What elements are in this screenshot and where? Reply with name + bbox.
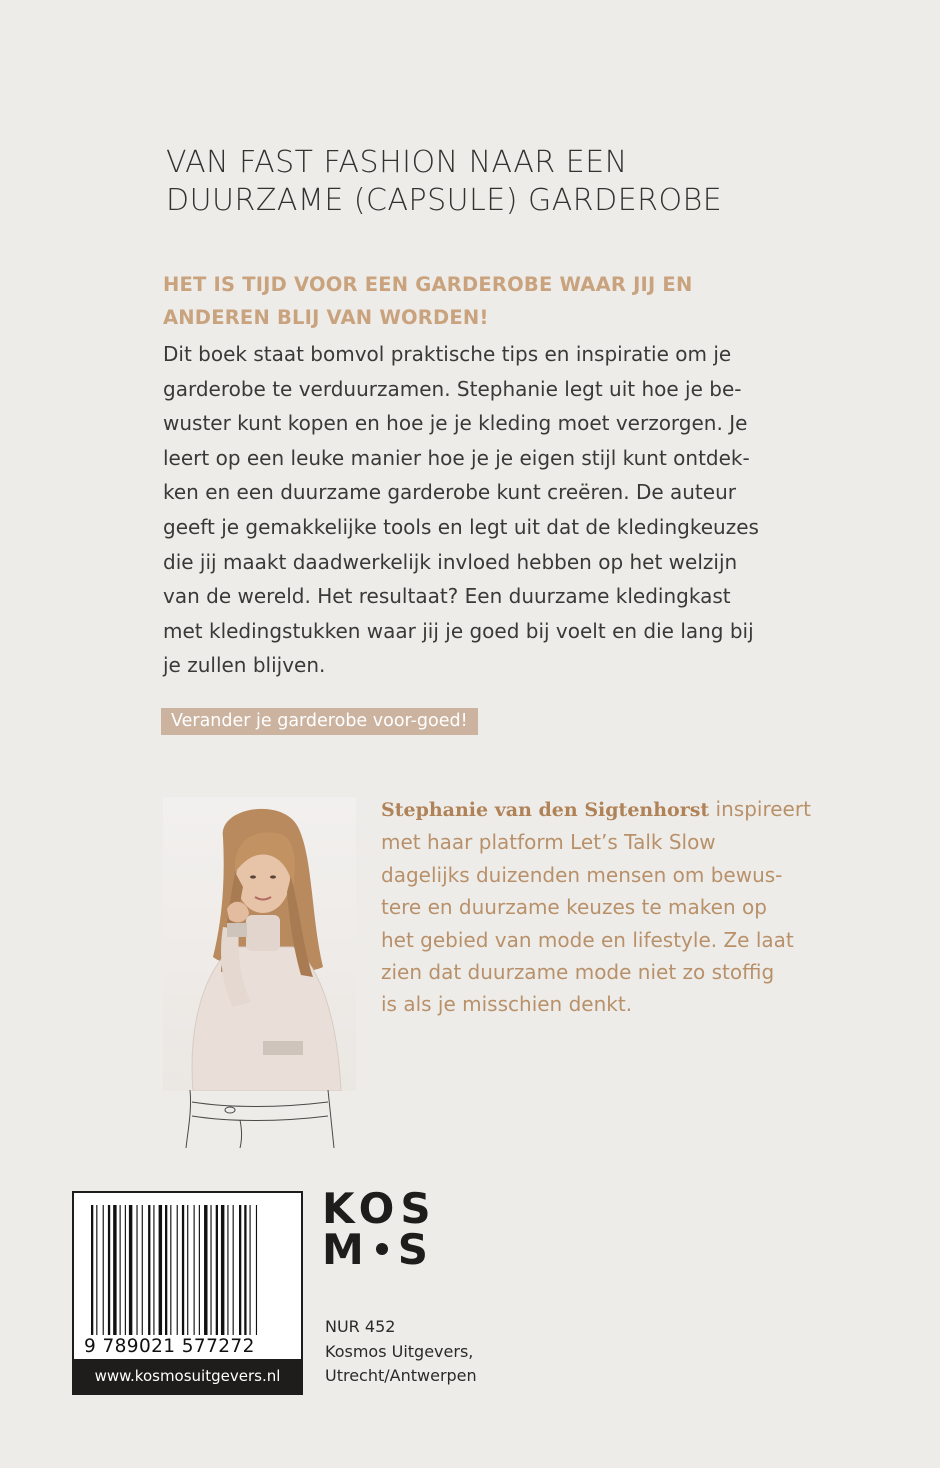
barcode-bar xyxy=(142,1205,143,1335)
barcode-bar xyxy=(250,1205,251,1335)
author-portrait-illustration xyxy=(163,797,356,1091)
barcode-bar xyxy=(159,1205,162,1335)
blurb-line: met kledingstukken waar jij je goed bij voelt en die lang bij xyxy=(163,618,754,643)
publisher-info xyxy=(325,1315,545,1389)
author-bio-line: het gebied van mode en lifestyle. Ze laat xyxy=(381,927,794,952)
author-bio-line: dagelijks duizenden mensen om bewus- xyxy=(381,862,783,887)
barcode-bar xyxy=(91,1205,93,1335)
lead-heading xyxy=(163,268,843,334)
publisher-name: Kosmos Uitgevers, xyxy=(325,1341,474,1361)
logo-letter-m: M xyxy=(322,1225,370,1274)
barcode-bar xyxy=(244,1205,246,1335)
blurb-line: die jij maakt daadwerkelijk invloed hebben op het welzijn xyxy=(163,549,738,574)
barcode-bar xyxy=(182,1205,184,1335)
lead-heading-line: ANDEREN BLIJ VAN WORDEN! xyxy=(163,306,489,329)
author-name: Stephanie van den Sigtenhorst xyxy=(381,799,710,821)
isbn-number: 9 789021 577272 xyxy=(84,1336,255,1357)
author-bio-line: zien dat duurzame mode niet zo stoffig xyxy=(381,960,775,985)
barcode-bars xyxy=(87,1205,291,1335)
barcode-bar xyxy=(108,1205,110,1335)
barcode-bar xyxy=(227,1205,228,1335)
logo-letter-s: S xyxy=(397,1225,435,1274)
barcode-bar xyxy=(204,1205,207,1335)
barcode-bar xyxy=(136,1205,137,1335)
barcode-bar xyxy=(153,1205,154,1335)
blurb-line: garderobe te verduurzamen. Stephanie legt uit hoe je be- xyxy=(163,376,742,401)
logo-dot-icon xyxy=(376,1243,388,1255)
barcode-bar xyxy=(148,1205,150,1335)
author-photo xyxy=(163,797,356,1091)
blurb-line: Dit boek staat bomvol praktische tips en inspiratie om je xyxy=(163,342,732,366)
author-bio-line: is als je misschien denkt. xyxy=(381,992,633,1017)
barcode-bar xyxy=(216,1205,218,1335)
author-bio-line: tere en duurzame keuzes te maken op xyxy=(381,895,767,920)
barcode-bar xyxy=(103,1205,104,1335)
nur-code: NUR 452 xyxy=(325,1317,396,1336)
kosmos-logo xyxy=(322,1184,442,1274)
barcode-bar xyxy=(120,1205,121,1335)
barcode-bar xyxy=(199,1205,200,1335)
barcode-bar xyxy=(177,1205,178,1335)
barcode-bar xyxy=(129,1205,132,1335)
barcode-bar xyxy=(239,1205,241,1335)
barcode-bar xyxy=(170,1205,171,1335)
waist-line-sketch xyxy=(180,1080,340,1150)
barcode-bar xyxy=(125,1205,126,1335)
barcode-bar xyxy=(96,1205,97,1335)
publisher-url: www.kosmosuitgevers.nl xyxy=(74,1359,301,1393)
logo-row-bottom xyxy=(322,1225,442,1274)
book-title-line: VAN FAST FASHION NAAR EEN xyxy=(166,145,628,180)
barcode-bar xyxy=(187,1205,188,1335)
blurb-line: wuster kunt kopen en hoe je je kleding moet verzorgen. Je xyxy=(163,411,748,436)
barcode-bar xyxy=(165,1205,167,1335)
barcode-bar xyxy=(113,1205,116,1335)
barcode-bar xyxy=(233,1205,234,1335)
blurb-line: leert op een leuke manier hoe je je eigen stijl kunt ontdek- xyxy=(163,445,750,470)
barcode-bar xyxy=(221,1205,224,1335)
barcode-bar xyxy=(194,1205,195,1335)
author-bio xyxy=(381,793,821,1021)
blurb-line: je zullen blijven. xyxy=(163,653,326,678)
lead-heading-line: HET IS TIJD VOOR EEN GARDEROBE WAAR JIJ EN xyxy=(163,273,693,296)
author-bio-line xyxy=(381,793,821,826)
blurb-line: van de wereld. Het resultaat? Een duurzame kledingkast xyxy=(163,584,731,609)
barcode-bar xyxy=(256,1205,257,1335)
blurb-line: ken en een duurzame garderobe kunt creëren. De auteur xyxy=(163,480,736,505)
blurb-line: geeft je gemakkelijke tools en legt uit dat de kledingkeuzes xyxy=(163,514,759,539)
barcode-panel xyxy=(72,1191,303,1395)
book-title xyxy=(166,144,866,220)
book-title-line: DUURZAME (CAPSULE) GARDEROBE xyxy=(166,183,723,218)
author-bio-line: met haar platform Let’s Talk Slow xyxy=(381,830,716,855)
tagline-banner: Verander je garderobe voor-goed! xyxy=(161,708,478,735)
blurb-text xyxy=(163,337,823,683)
logo-row-top: KOS xyxy=(322,1184,437,1233)
author-bio-text: inspireert xyxy=(709,797,811,821)
barcode-bar xyxy=(210,1205,211,1335)
publisher-city: Utrecht/Antwerpen xyxy=(325,1366,477,1385)
